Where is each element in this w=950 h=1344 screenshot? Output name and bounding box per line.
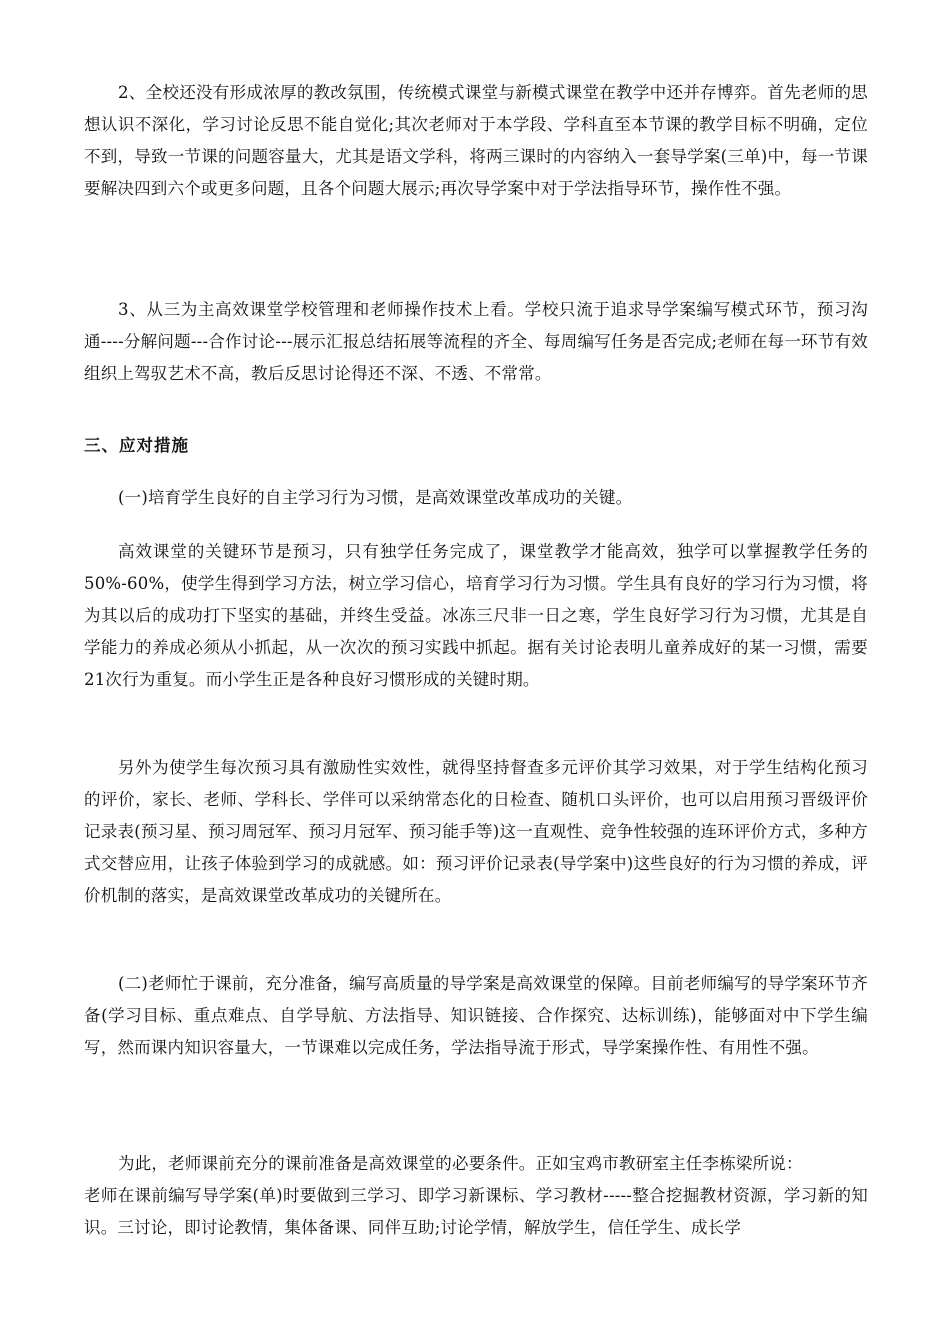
paragraph-school-management: 3、从三为主高效课堂学校管理和老师操作技术上看。学校只流于追求导学案编写模式环节，预习沟通----分解问题---合作讨论---展示汇报总结拓展等流程的齐全、每周编写任务是否完成;老师在每一环节有效组织上驾驭艺术不高，教后反思讨论得还不深、不透、不常常。 (84, 300, 868, 383)
paragraph-subsection-two-guide-plans: (二)老师忙于课前，充分准备，编写高质量的导学案是高效课堂的保障。目前老师编写的导学案环节齐备(学习目标、重点难点、自学导航、方法指导、知识链接、合作探究、达标训练)，能够面对中下学生编写，然而课内知识容量大，一节课难以完成任务，学法指导流于形式，导学案操作性、有用性不强。 (84, 974, 868, 1057)
section-heading-countermeasures: 三、应对措施 (84, 436, 189, 455)
paragraph-evaluation-methods: 另外为使学生每次预习具有激励性实效性，就得坚持督查多元评价其学习效果，对于学生结构化预习的评价，家长、老师、学科长、学伴可以采纳常态化的日检查、随机口头评价，也可以启用预习晋级评价记录表(预习星、预习周冠军、预习月冠军、预习能手等)这一直观性、竞争性较强的连环评价方式，多种方式交替应用，让孩子体验到学习的成就感。如：预习评价记录表(导学案中)这些良好的行为习惯的养成，评价机制的落实，是高效课堂改革成功的关键所在。 (84, 758, 868, 905)
paragraph-three-learnings: 老师在课前编写导学案(单)时要做到三学习、即学习新课标、学习教材-----整合挖掘教材资源，学习新的知识。三讨论，即讨论教情，集体备课、同伴互助;讨论学情，解放学生，信任学生、成长学 (84, 1186, 868, 1237)
paragraph-preparation-requirement: 为此，老师课前充分的课前准备是高效课堂的必要条件。正如宝鸡市教研室主任李栋梁所说： (118, 1154, 803, 1173)
paragraph-teaching-reform-atmosphere: 2、全校还没有形成浓厚的教改氛围，传统模式课堂与新模式课堂在教学中还并存博弈。首先老师的思想认识不深化，学习讨论反思不能自觉化;其次老师对于本学段、学科直至本节课的教学目标不明确，定位不到，导致一节课的问题容量大，尤其是语文学科，将两三课时的内容纳入一套导学案(三单)中，每一节课要解决四到六个或更多问题，且各个问题大展示;再次导学案中对于学法指导环节，操作性不强。 (84, 83, 868, 198)
paragraph-subsection-one-title: (一)培育学生良好的自主学习行为习惯，是高效课堂改革成功的关键。 (118, 488, 633, 507)
paragraph-preview-key-link: 高效课堂的关键环节是预习，只有独学任务完成了，课堂教学才能高效，独学可以掌握教学任务的50%-60%，使学生得到学习方法，树立学习信心，培育学习行为习惯。学生具有良好的学习行为习惯，将为其以后的成功打下坚实的基础，并终生受益。冰冻三尺非一日之寒，学生良好学习行为习惯，尤其是自学能力的养成必须从小抓起，从一次次的预习实践中抓起。据有关讨论表明儿童养成好的某一习惯，需要21次行为重复。而小学生正是各种良好习惯形成的关键时期。 (84, 542, 868, 689)
